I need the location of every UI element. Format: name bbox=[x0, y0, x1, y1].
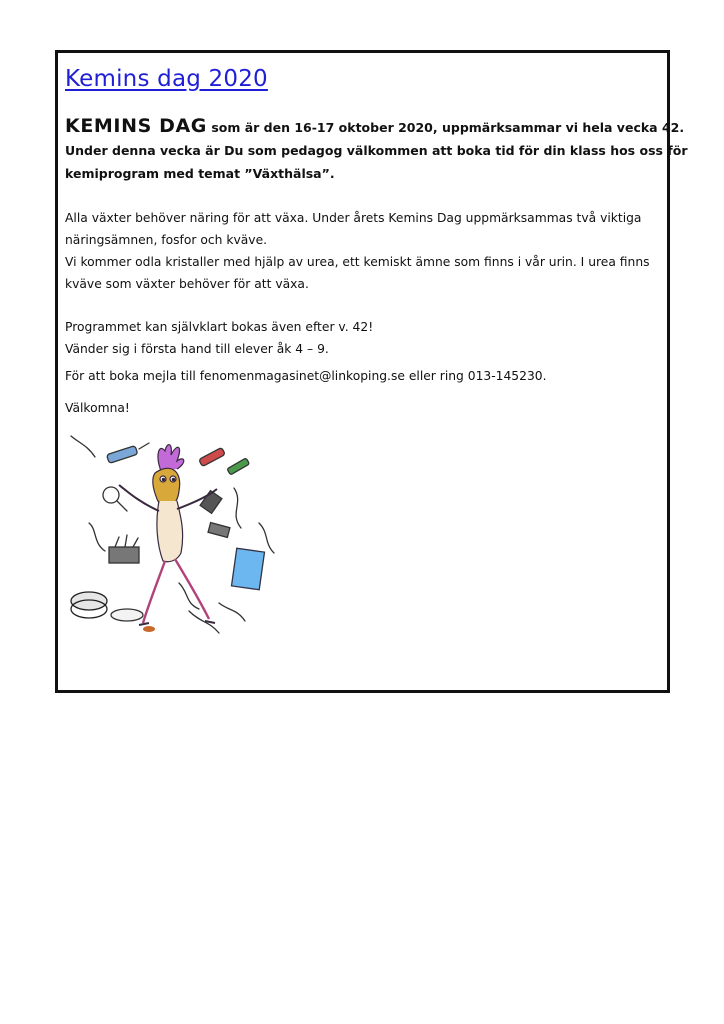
program-paragraph bbox=[65, 316, 663, 360]
lead-line3: kemiprogram med temat ”Växthälsa”. bbox=[65, 166, 335, 181]
info-line: Vi kommer odla kristaller med hjälp av urea, ett kemiskt ämne som finns i vår urin. I urea finns bbox=[65, 255, 650, 269]
page-title: Kemins dag 2020 bbox=[65, 66, 268, 92]
booking-info: För att boka mejla till fenomenmagasinet@linkoping.se eller ring 013-145230. bbox=[65, 369, 547, 383]
lead-line2: Under denna vecka är Du som pedagog välkommen att boka tid för din klass hos oss för bbox=[65, 143, 688, 158]
info-line: kväve som växter behöver för att växa. bbox=[65, 277, 309, 291]
lead-emphasis: KEMINS DAG bbox=[65, 115, 207, 137]
tube-line-icon bbox=[71, 436, 95, 457]
closing-text: Välkomna! bbox=[65, 401, 130, 415]
pipette-icon bbox=[199, 447, 226, 466]
program-line: Vänder sig i första hand till elever åk 4 – 9. bbox=[65, 342, 329, 356]
machine-icon bbox=[109, 547, 139, 563]
program-line: Programmet kan självklart bokas även efter v. 42! bbox=[65, 320, 374, 334]
info-paragraph bbox=[65, 207, 663, 295]
info-line: Alla växter behöver näring för att växa. Under årets Kemins Dag uppmärksammas två viktiga bbox=[65, 211, 642, 225]
petri-dish-icon bbox=[71, 592, 107, 610]
test-tube-icon bbox=[227, 458, 250, 475]
lead-line1-rest: som är den 16-17 oktober 2020, uppmärksammar vi hela vecka 42. bbox=[211, 120, 685, 135]
lead-paragraph bbox=[65, 115, 688, 185]
screen-icon bbox=[231, 548, 264, 590]
character-figure bbox=[119, 445, 217, 625]
document-frame bbox=[55, 50, 688, 693]
syringe-icon bbox=[106, 446, 137, 464]
info-line: näringsämnen, fosfor och kväve. bbox=[65, 233, 268, 247]
chemistry-character-illustration-icon bbox=[69, 433, 281, 653]
